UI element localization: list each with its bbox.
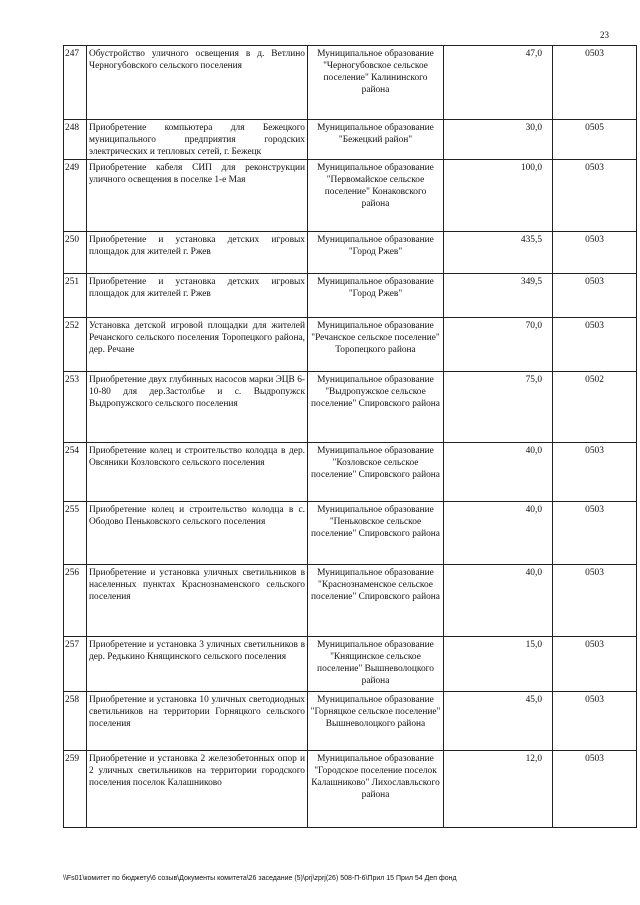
row-number: 259 xyxy=(64,751,87,828)
table-row xyxy=(64,565,637,637)
row-number: 253 xyxy=(64,372,87,443)
row-description: Приобретение и установка детских игровых площадок для жителей г. Ржев xyxy=(87,274,308,318)
row-budget-code: 0503 xyxy=(553,443,637,502)
table-row xyxy=(64,232,637,274)
row-number: 249 xyxy=(64,160,87,232)
row-amount: 100,0 xyxy=(444,160,553,232)
row-description: Приобретение кабеля СИП для реконструкции уличного освещения в поселке 1-е Мая xyxy=(87,160,308,232)
row-description: Приобретение и установка 10 уличных светодиодных светильников на территории Горняцкого сельского поселения xyxy=(87,692,308,751)
row-description: Установка детской игровой площадки для жителей Речанского сельского поселения Торопецкого района, дер. Речане xyxy=(87,318,308,372)
row-recipient: Муниципальное образование "Город Ржев" xyxy=(308,274,444,318)
row-description: Приобретение колец и строительство колодца в дер. Овсяники Козловского сельского поселения xyxy=(87,443,308,502)
table-row xyxy=(64,372,637,443)
row-recipient: Муниципальное образование "Козловское сельское поселение" Спировского района xyxy=(308,443,444,502)
row-recipient: Муниципальное образование "Черногубовское сельское поселение" Калининского района xyxy=(308,46,444,120)
row-number: 258 xyxy=(64,692,87,751)
row-number: 248 xyxy=(64,120,87,160)
row-description: Приобретение и установка уличных светильников в населенных пунктах Краснознаменского сельского поселения xyxy=(87,565,308,637)
table-row xyxy=(64,120,637,160)
table-row xyxy=(64,502,637,565)
row-amount: 75,0 xyxy=(444,372,553,443)
table-row xyxy=(64,751,637,828)
row-amount: 40,0 xyxy=(444,443,553,502)
row-number: 255 xyxy=(64,502,87,565)
row-budget-code: 0503 xyxy=(553,274,637,318)
row-number: 257 xyxy=(64,637,87,692)
row-amount: 70,0 xyxy=(444,318,553,372)
row-recipient: Муниципальное образование "Горняцкое сельское поселение" Вышневолоцкого района xyxy=(308,692,444,751)
row-number: 252 xyxy=(64,318,87,372)
row-recipient: Муниципальное образование "Первомайское сельское поселение" Конаковского района xyxy=(308,160,444,232)
table-row xyxy=(64,160,637,232)
row-recipient: Муниципальное образование "Краснознаменское сельское поселение" Спировского района xyxy=(308,565,444,637)
file-path-footer: \\Fs01\комитет по бюджету\6 созыв\Документы комитета\26 заседание (5)\prj\zprj(26) 508-П-6\Прил 15 Прил 54 Деп фонд xyxy=(63,875,457,882)
row-description: Приобретение колец и строительство колодца в с. Ободово Пеньковского сельского поселения xyxy=(87,502,308,565)
row-amount: 30,0 xyxy=(444,120,553,160)
row-budget-code: 0503 xyxy=(553,232,637,274)
row-budget-code: 0502 xyxy=(553,372,637,443)
row-number: 247 xyxy=(64,46,87,120)
row-description: Приобретение и установка 3 уличных светильников в дер. Редькино Княщинского сельского поселения xyxy=(87,637,308,692)
row-number: 250 xyxy=(64,232,87,274)
row-description: Приобретение и установка 2 железобетонных опор и 2 уличных светильников на территории городского поселения поселок Калашниково xyxy=(87,751,308,828)
row-amount: 40,0 xyxy=(444,565,553,637)
table-row xyxy=(64,637,637,692)
row-number: 251 xyxy=(64,274,87,318)
table-row xyxy=(64,274,637,318)
row-budget-code: 0503 xyxy=(553,46,637,120)
row-budget-code: 0503 xyxy=(553,502,637,565)
table-row xyxy=(64,692,637,751)
row-budget-code: 0503 xyxy=(553,637,637,692)
budget-table xyxy=(63,45,637,828)
row-description: Приобретение двух глубинных насосов марки ЭЦВ 6-10-80 для дер.Застолбье и с. Выдропужск Выдропужского сельского поселения xyxy=(87,372,308,443)
row-recipient: Муниципальное образование "Бежецкий район" xyxy=(308,120,444,160)
page-number: 23 xyxy=(600,30,609,40)
row-number: 254 xyxy=(64,443,87,502)
row-recipient: Муниципальное образование "Пеньковское сельское поселение" Спировского района xyxy=(308,502,444,565)
row-amount: 47,0 xyxy=(444,46,553,120)
row-recipient: Муниципальное образование "Городское поселение поселок Калашниково" Лихославльского района xyxy=(308,751,444,828)
row-description: Обустройство уличного освещения в д. Ветлино Черногубовского сельского поселения xyxy=(87,46,308,120)
row-amount: 40,0 xyxy=(444,502,553,565)
row-recipient: Муниципальное образование "Город Ржев" xyxy=(308,232,444,274)
row-recipient: Муниципальное образование "Речанское сельское поселение" Торопецкого района xyxy=(308,318,444,372)
row-budget-code: 0505 xyxy=(553,120,637,160)
table-row xyxy=(64,443,637,502)
row-amount: 435,5 xyxy=(444,232,553,274)
table-body xyxy=(64,46,637,828)
row-budget-code: 0503 xyxy=(553,565,637,637)
row-budget-code: 0503 xyxy=(553,160,637,232)
row-description: Приобретение и установка детских игровых площадок для жителей г. Ржев xyxy=(87,232,308,274)
row-amount: 12,0 xyxy=(444,751,553,828)
table-row xyxy=(64,318,637,372)
row-recipient: Муниципальное образование "Княщинское сельское поселение" Вышневолоцкого района xyxy=(308,637,444,692)
row-amount: 15,0 xyxy=(444,637,553,692)
row-budget-code: 0503 xyxy=(553,751,637,828)
row-budget-code: 0503 xyxy=(553,318,637,372)
row-amount: 349,5 xyxy=(444,274,553,318)
row-budget-code: 0503 xyxy=(553,692,637,751)
table-row xyxy=(64,46,637,120)
row-description: Приобретение компьютера для Бежецкого муниципального предприятия городских электрических и тепловых сетей, г. Бежецк xyxy=(87,120,308,160)
row-number: 256 xyxy=(64,565,87,637)
row-amount: 45,0 xyxy=(444,692,553,751)
row-recipient: Муниципальное образование "Выдропужское сельское поселение" Спировского района xyxy=(308,372,444,443)
